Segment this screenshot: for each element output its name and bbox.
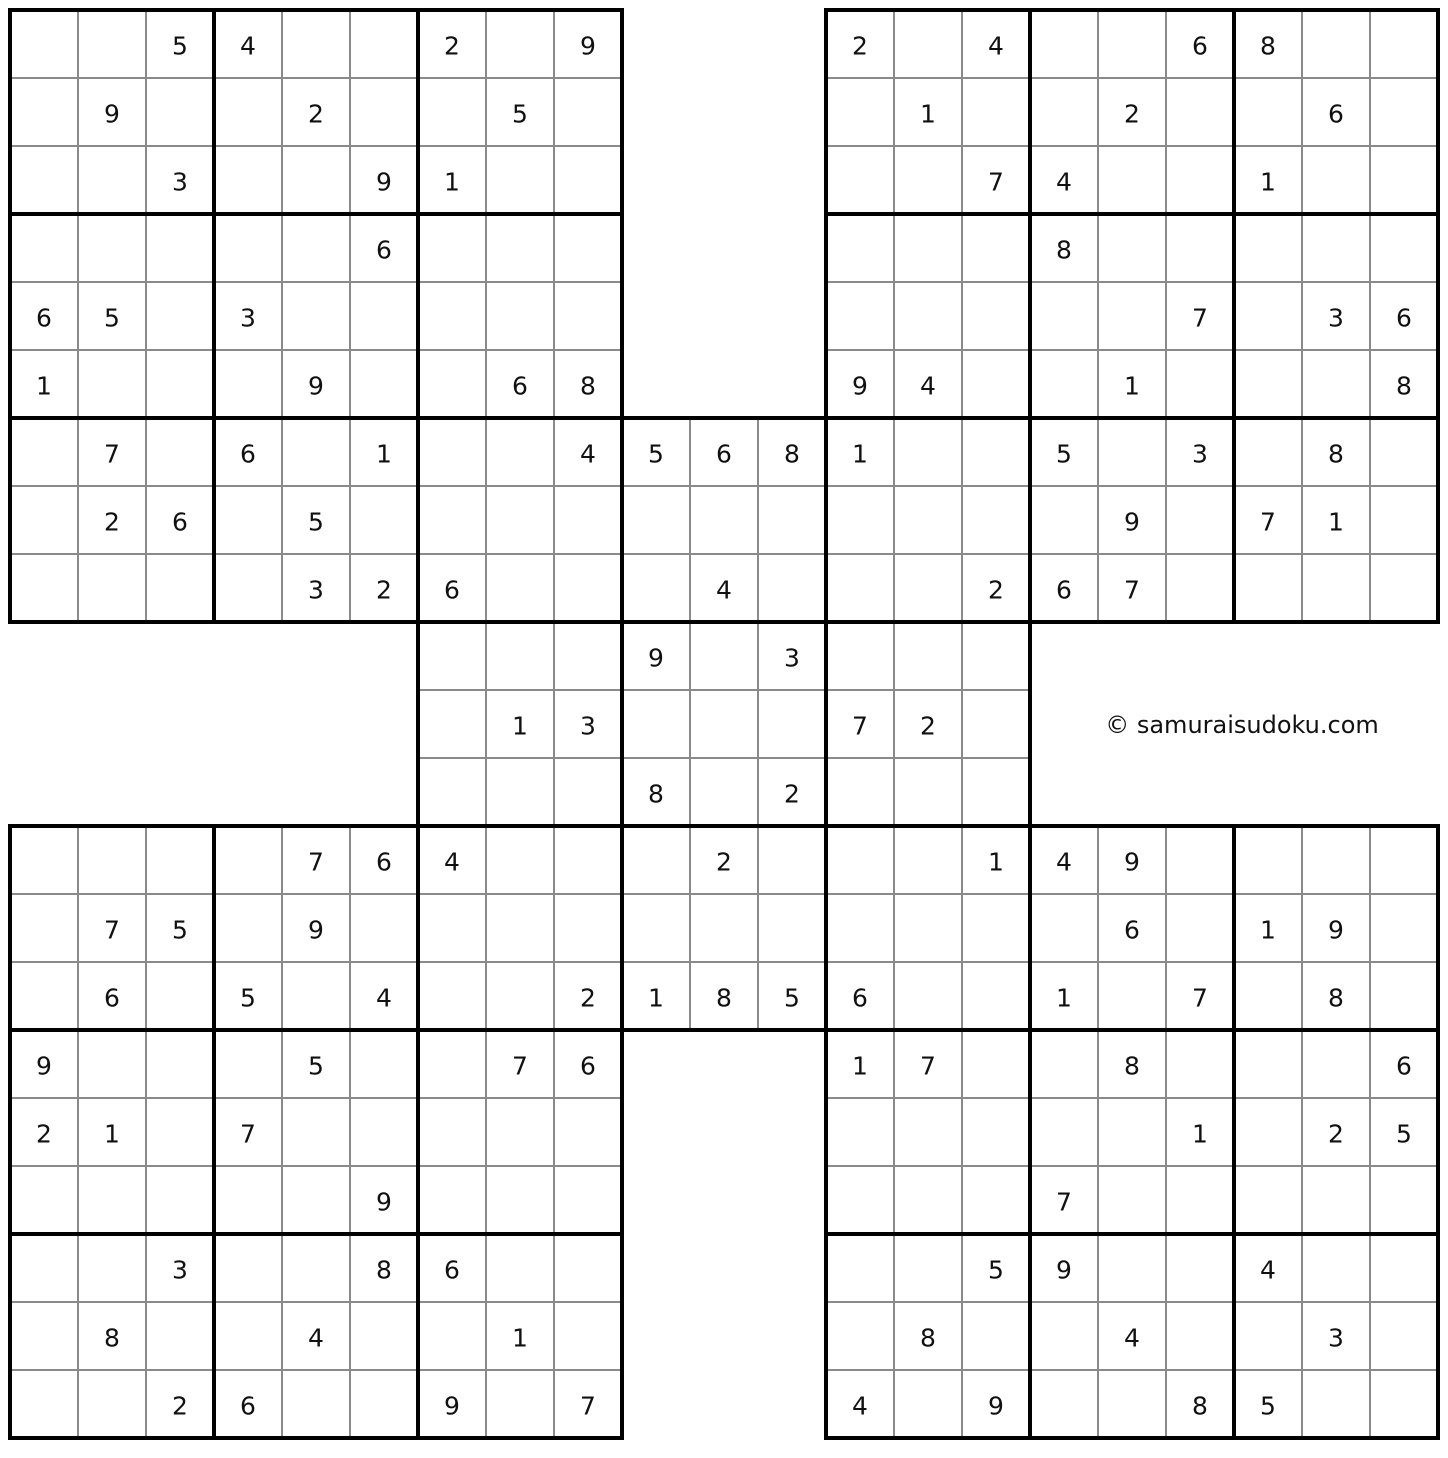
given-digit: 4 — [580, 439, 596, 469]
given-digit: 2 — [1328, 1119, 1344, 1149]
given-digit: 8 — [1056, 235, 1072, 265]
given-digit: 9 — [376, 167, 392, 197]
given-digit: 9 — [104, 99, 120, 129]
given-digit: 7 — [852, 711, 868, 741]
given-digit: 7 — [104, 915, 120, 945]
given-digit: 1 — [988, 847, 1004, 877]
given-digit: 9 — [1056, 1255, 1072, 1285]
given-digit: 1 — [1124, 371, 1140, 401]
given-digit: 3 — [172, 167, 188, 197]
given-digit: 2 — [376, 575, 392, 605]
given-digit: 4 — [1056, 847, 1072, 877]
given-digit: 5 — [988, 1255, 1004, 1285]
given-digit: 6 — [716, 439, 732, 469]
given-digit: 1 — [852, 1051, 868, 1081]
given-digit: 4 — [920, 371, 936, 401]
given-digit: 8 — [920, 1323, 936, 1353]
given-digit: 6 — [1328, 99, 1344, 129]
given-digit: 2 — [444, 31, 460, 61]
given-digit: 7 — [512, 1051, 528, 1081]
given-digit: 6 — [240, 1391, 256, 1421]
given-digit: 5 — [308, 1051, 324, 1081]
given-digit: 9 — [308, 915, 324, 945]
given-digit: 7 — [1192, 303, 1208, 333]
given-digit: 5 — [308, 507, 324, 537]
given-digit: 1 — [1192, 1119, 1208, 1149]
given-digit: 7 — [308, 847, 324, 877]
given-digit: 7 — [580, 1391, 596, 1421]
given-digit: 2 — [172, 1391, 188, 1421]
given-digit: 6 — [512, 371, 528, 401]
given-digit: 9 — [444, 1391, 460, 1421]
given-digit: 7 — [920, 1051, 936, 1081]
given-digit: 7 — [240, 1119, 256, 1149]
given-digit: 3 — [240, 303, 256, 333]
given-digit: 4 — [852, 1391, 868, 1421]
given-digit: 7 — [104, 439, 120, 469]
given-digit: 2 — [716, 847, 732, 877]
given-digit: 8 — [104, 1323, 120, 1353]
given-digit: 1 — [104, 1119, 120, 1149]
given-digit: 6 — [444, 575, 460, 605]
given-digit: 1 — [444, 167, 460, 197]
given-digit: 9 — [376, 1187, 392, 1217]
given-digit: 6 — [376, 847, 392, 877]
given-digit: 5 — [512, 99, 528, 129]
given-digit: 9 — [1124, 507, 1140, 537]
given-digit: 6 — [1056, 575, 1072, 605]
given-digit: 5 — [172, 915, 188, 945]
given-digit: 6 — [1396, 303, 1412, 333]
given-digit: 1 — [920, 99, 936, 129]
given-digit: 1 — [512, 1323, 528, 1353]
given-digit: 6 — [1396, 1051, 1412, 1081]
given-digit: 3 — [580, 711, 596, 741]
given-digit: 2 — [852, 31, 868, 61]
given-digit: 2 — [308, 99, 324, 129]
given-digit: 6 — [1192, 31, 1208, 61]
given-digit: 4 — [988, 31, 1004, 61]
given-digit: 3 — [1192, 439, 1208, 469]
given-digit: 5 — [240, 983, 256, 1013]
given-digit: 6 — [240, 439, 256, 469]
given-digit: 9 — [580, 31, 596, 61]
given-digit: 8 — [1260, 31, 1276, 61]
given-digit: 8 — [1328, 439, 1344, 469]
given-digit: 1 — [1056, 983, 1072, 1013]
given-digit: 8 — [1192, 1391, 1208, 1421]
given-digit: 2 — [36, 1119, 52, 1149]
given-digit: 4 — [376, 983, 392, 1013]
given-digit: 2 — [580, 983, 596, 1013]
given-digit: 6 — [580, 1051, 596, 1081]
given-digit: 4 — [716, 575, 732, 605]
given-digit: 8 — [784, 439, 800, 469]
given-digit: 9 — [1328, 915, 1344, 945]
given-digit: 9 — [36, 1051, 52, 1081]
given-digit: 8 — [648, 779, 664, 809]
given-digit: 8 — [376, 1255, 392, 1285]
given-digit: 9 — [988, 1391, 1004, 1421]
given-digit: 5 — [104, 303, 120, 333]
given-digit: 2 — [104, 507, 120, 537]
given-digit: 1 — [376, 439, 392, 469]
given-digit: 2 — [920, 711, 936, 741]
given-digit: 1 — [1260, 915, 1276, 945]
given-digit: 1 — [852, 439, 868, 469]
given-digit: 5 — [1056, 439, 1072, 469]
given-digit: 6 — [444, 1255, 460, 1285]
given-digit: 3 — [1328, 1323, 1344, 1353]
given-digit: 9 — [852, 371, 868, 401]
given-digit: 6 — [376, 235, 392, 265]
given-digit: 6 — [1124, 915, 1140, 945]
given-digit: 8 — [1396, 371, 1412, 401]
given-digit: 6 — [172, 507, 188, 537]
given-digit: 4 — [1056, 167, 1072, 197]
given-digit: 1 — [1328, 507, 1344, 537]
given-digit: 7 — [1056, 1187, 1072, 1217]
given-digit: 5 — [784, 983, 800, 1013]
copyright-notice: © samuraisudoku.com — [1105, 711, 1379, 739]
given-digit: 5 — [1260, 1391, 1276, 1421]
given-digit: 1 — [512, 711, 528, 741]
given-digit: 4 — [1260, 1255, 1276, 1285]
given-digit: 9 — [308, 371, 324, 401]
given-digit: 4 — [240, 31, 256, 61]
given-digit: 5 — [648, 439, 664, 469]
given-digit: 3 — [784, 643, 800, 673]
given-digit: 2 — [784, 779, 800, 809]
given-digit: 3 — [172, 1255, 188, 1285]
given-digit: 3 — [1328, 303, 1344, 333]
given-digit: 2 — [988, 575, 1004, 605]
given-digit: 1 — [1260, 167, 1276, 197]
given-digit: 7 — [1192, 983, 1208, 1013]
given-digit: 1 — [648, 983, 664, 1013]
given-digit: 8 — [580, 371, 596, 401]
given-digit: 5 — [1396, 1119, 1412, 1149]
given-digit: 6 — [852, 983, 868, 1013]
given-digit: 7 — [988, 167, 1004, 197]
given-digit: 4 — [1124, 1323, 1140, 1353]
given-digit: 7 — [1260, 507, 1276, 537]
given-digit: 8 — [1124, 1051, 1140, 1081]
given-digit: 3 — [308, 575, 324, 605]
given-digit: 4 — [444, 847, 460, 877]
given-digit: 6 — [104, 983, 120, 1013]
given-digit: 8 — [716, 983, 732, 1013]
given-digit: 7 — [1124, 575, 1140, 605]
given-digit: 9 — [1124, 847, 1140, 877]
given-digit: 2 — [1124, 99, 1140, 129]
given-digit: 5 — [172, 31, 188, 61]
given-digit: 1 — [36, 371, 52, 401]
given-digit: 6 — [36, 303, 52, 333]
given-digit: 8 — [1328, 983, 1344, 1013]
given-digit: 4 — [308, 1323, 324, 1353]
given-digit: 9 — [648, 643, 664, 673]
